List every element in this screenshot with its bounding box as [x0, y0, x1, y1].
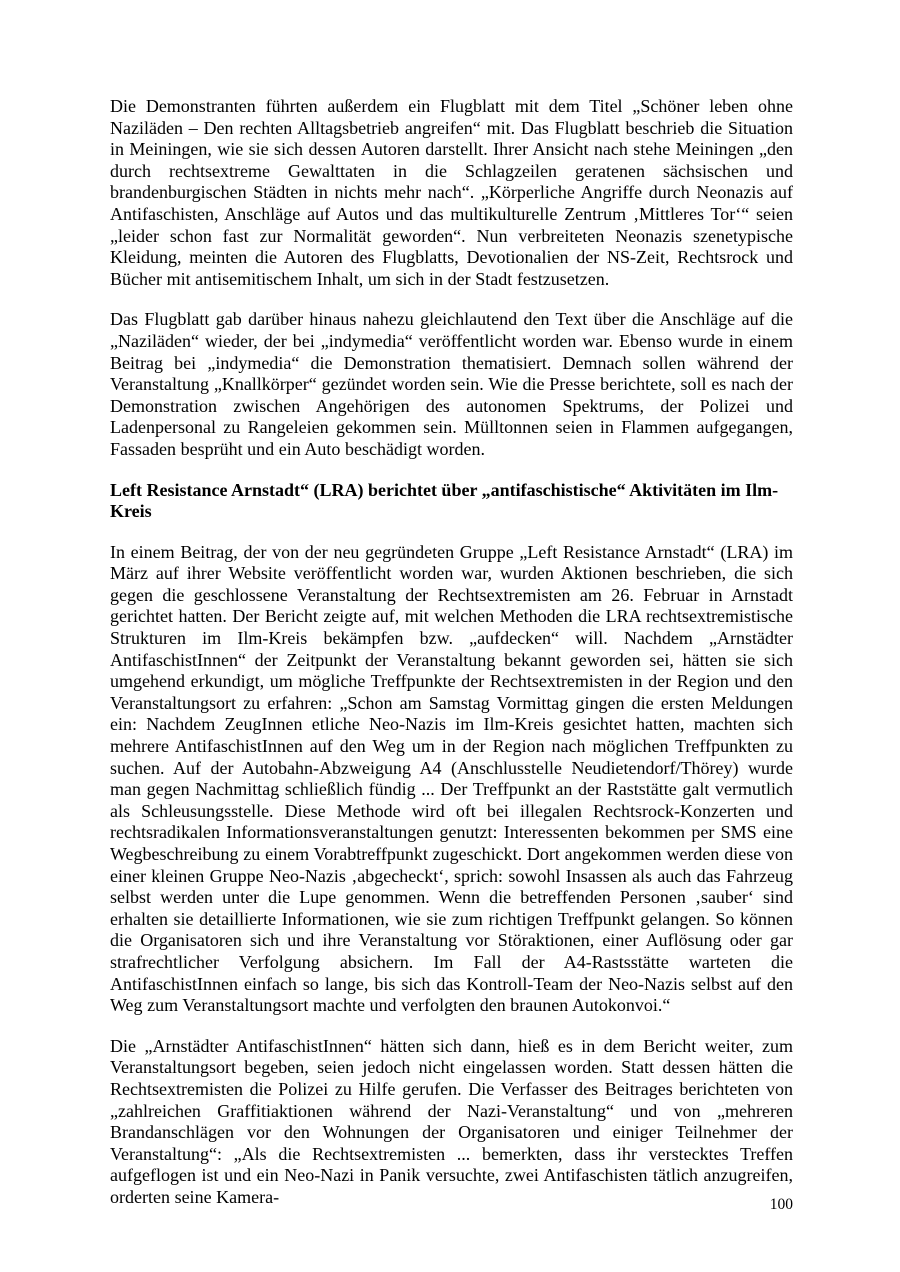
paragraph-lra-bericht: In einem Beitrag, der von der neu gegründeten Gruppe „Left Resistance Arnstadt“ (LRA) im März auf ihrer Website veröffentlicht worden war, wurden Aktionen beschrieben, die sich gegen die geschlossene Veranstaltung der Rechtsextremisten am 26. Februar in Arnstadt gerichtet hatten. Der Bericht zeigte auf, mit welchen Methoden die LRA rechtsextremistische Strukturen im Ilm-Kreis bekämpfen bzw. „aufdecken“ will. Nachdem „Arnstädter AntifaschistInnen“ der Zeitpunkt der Veranstaltung bekannt geworden sei, hätten sie sich umgehend erkundigt, um mögliche Treffpunkte der Rechtsextremisten in der Region und den Veranstaltungsort zu erfahren: „Schon am Samstag Vormittag gingen die ersten Meldungen ein: Nachdem ZeugInnen etliche Neo-Nazis im Ilm-Kreis gesichtet hatten, machten sich mehrere AntifaschistInnen auf den Weg um in der Region nach möglichen Treffpunkten zu suchen. Auf der Autobahn-Abzweigung A4 (Anschlusstelle Neudietendorf/Thörey) wurde man gegen Nachmittag schließlich fündig ... Der Treffpunkt an der Raststätte galt vermutlich als Schleusungsstelle. Diese Methode wird oft bei illegalen Rechtsrock-Konzerten und rechtsradikalen Informationsveranstaltungen genutzt: Interessenten bekommen per SMS eine Wegbeschreibung zu einem Vorabtreffpunkt zugeschickt. Dort angekommen werden diese von einer kleinen Gruppe Neo-Nazis ‚abgecheckt‘, sprich: sowohl Insassen als auch das Fahrzeug selbst werden unter die Lupe genommen. Wenn die betreffenden Personen ‚sauber‘ sind erhalten sie detaillierte Informationen, wie sie zum richtigen Treffpunkt gelangen. So können die Organisatoren sich und ihre Veranstaltung vor Störaktionen, einer Auflösung oder gar strafrechtlicher Verfolgung absichern. Im Fall der A4-Rastsstätte warteten die AntifaschistInnen einfach so lange, bis sich das Kontroll-Team der Neo-Nazis selbst auf den Weg zum Veranstaltungsort machte und verfolgten den braunen Autokonvoi.“ — [110, 541, 793, 1016]
paragraph-indymedia-demonstration: Das Flugblatt gab darüber hinaus nahezu gleichlautend den Text über die Anschläge auf die „Naziläden“ wieder, der bei „indymedia“ veröffentlicht worden war. Ebenso wurde in einem Beitrag bei „indymedia“ die Demonstration thematisiert. Demnach sollen während der Veranstaltung „Knallkörper“ gezündet worden sein. Wie die Presse berichtete, soll es nach der Demonstration zwischen Angehörigen des autonomen Spektrums, der Polizei und Ladenpersonal zu Rangeleien gekommen sein. Mülltonnen seien in Flammen aufgegangen, Fassaden besprüht und ein Auto beschädigt worden. — [110, 309, 793, 459]
page-number: 100 — [769, 1196, 793, 1213]
paragraph-arnstaedter-antifaschistinnen: Die „Arnstädter AntifaschistInnen“ hätten sich dann, hieß es in dem Bericht weiter, zum Veranstaltungsort begeben, seien jedoch nicht eingelassen worden. Statt dessen hätten die Rechtsextremisten die Polizei zu Hilfe gerufen. Die Verfasser des Beitrages berichteten von „zahlreichen Graffitiaktionen während der Nazi-Veranstaltung“ und von „mehreren Brandanschlägen vor den Wohnungen der Organisatoren und einiger Teilnehmer der Veranstaltung“: „Als die Rechtsextremisten ... bemerkten, dass ihr verstecktes Treffen aufgeflogen ist und ein Neo-Nazi in Panik versuchte, zwei Antifaschisten tätlich anzugreifen, orderten seine Kamera- — [110, 1035, 793, 1207]
text-column — [110, 96, 793, 1209]
heading-left-resistance-arnstadt: Left Resistance Arnstadt“ (LRA) berichtet über „antifaschistische“ Aktivitäten im Ilm-Kreis — [110, 479, 779, 522]
paragraph-flugblatt-meiningen: Die Demonstranten führten außerdem ein Flugblatt mit dem Titel „Schöner leben ohne Naziläden – Den rechten Alltagsbetrieb angreifen“ mit. Das Flugblatt beschrieb die Situation in Meiningen, wie sie sich dessen Autoren darstellt. Ihrer Ansicht nach stehe Meiningen „den durch rechtsextreme Gewalttaten in die Schlagzeilen geratenen sächsischen und brandenburgischen Städten in nichts mehr nach“. „Körperliche Angriffe durch Neonazis auf Antifaschisten, Anschläge auf Autos und das multikulturelle Zentrum ‚Mittleres Tor‘“ seien „leider schon fast zur Normalität geworden“. Nun verbreiteten Neonazis szenetypische Kleidung, meinten die Autoren des Flugblatts, Devotionalien der NS-Zeit, Rechtsrock und Bücher mit antisemitischem Inhalt, um sich in der Stadt festzusetzen. — [110, 96, 793, 289]
